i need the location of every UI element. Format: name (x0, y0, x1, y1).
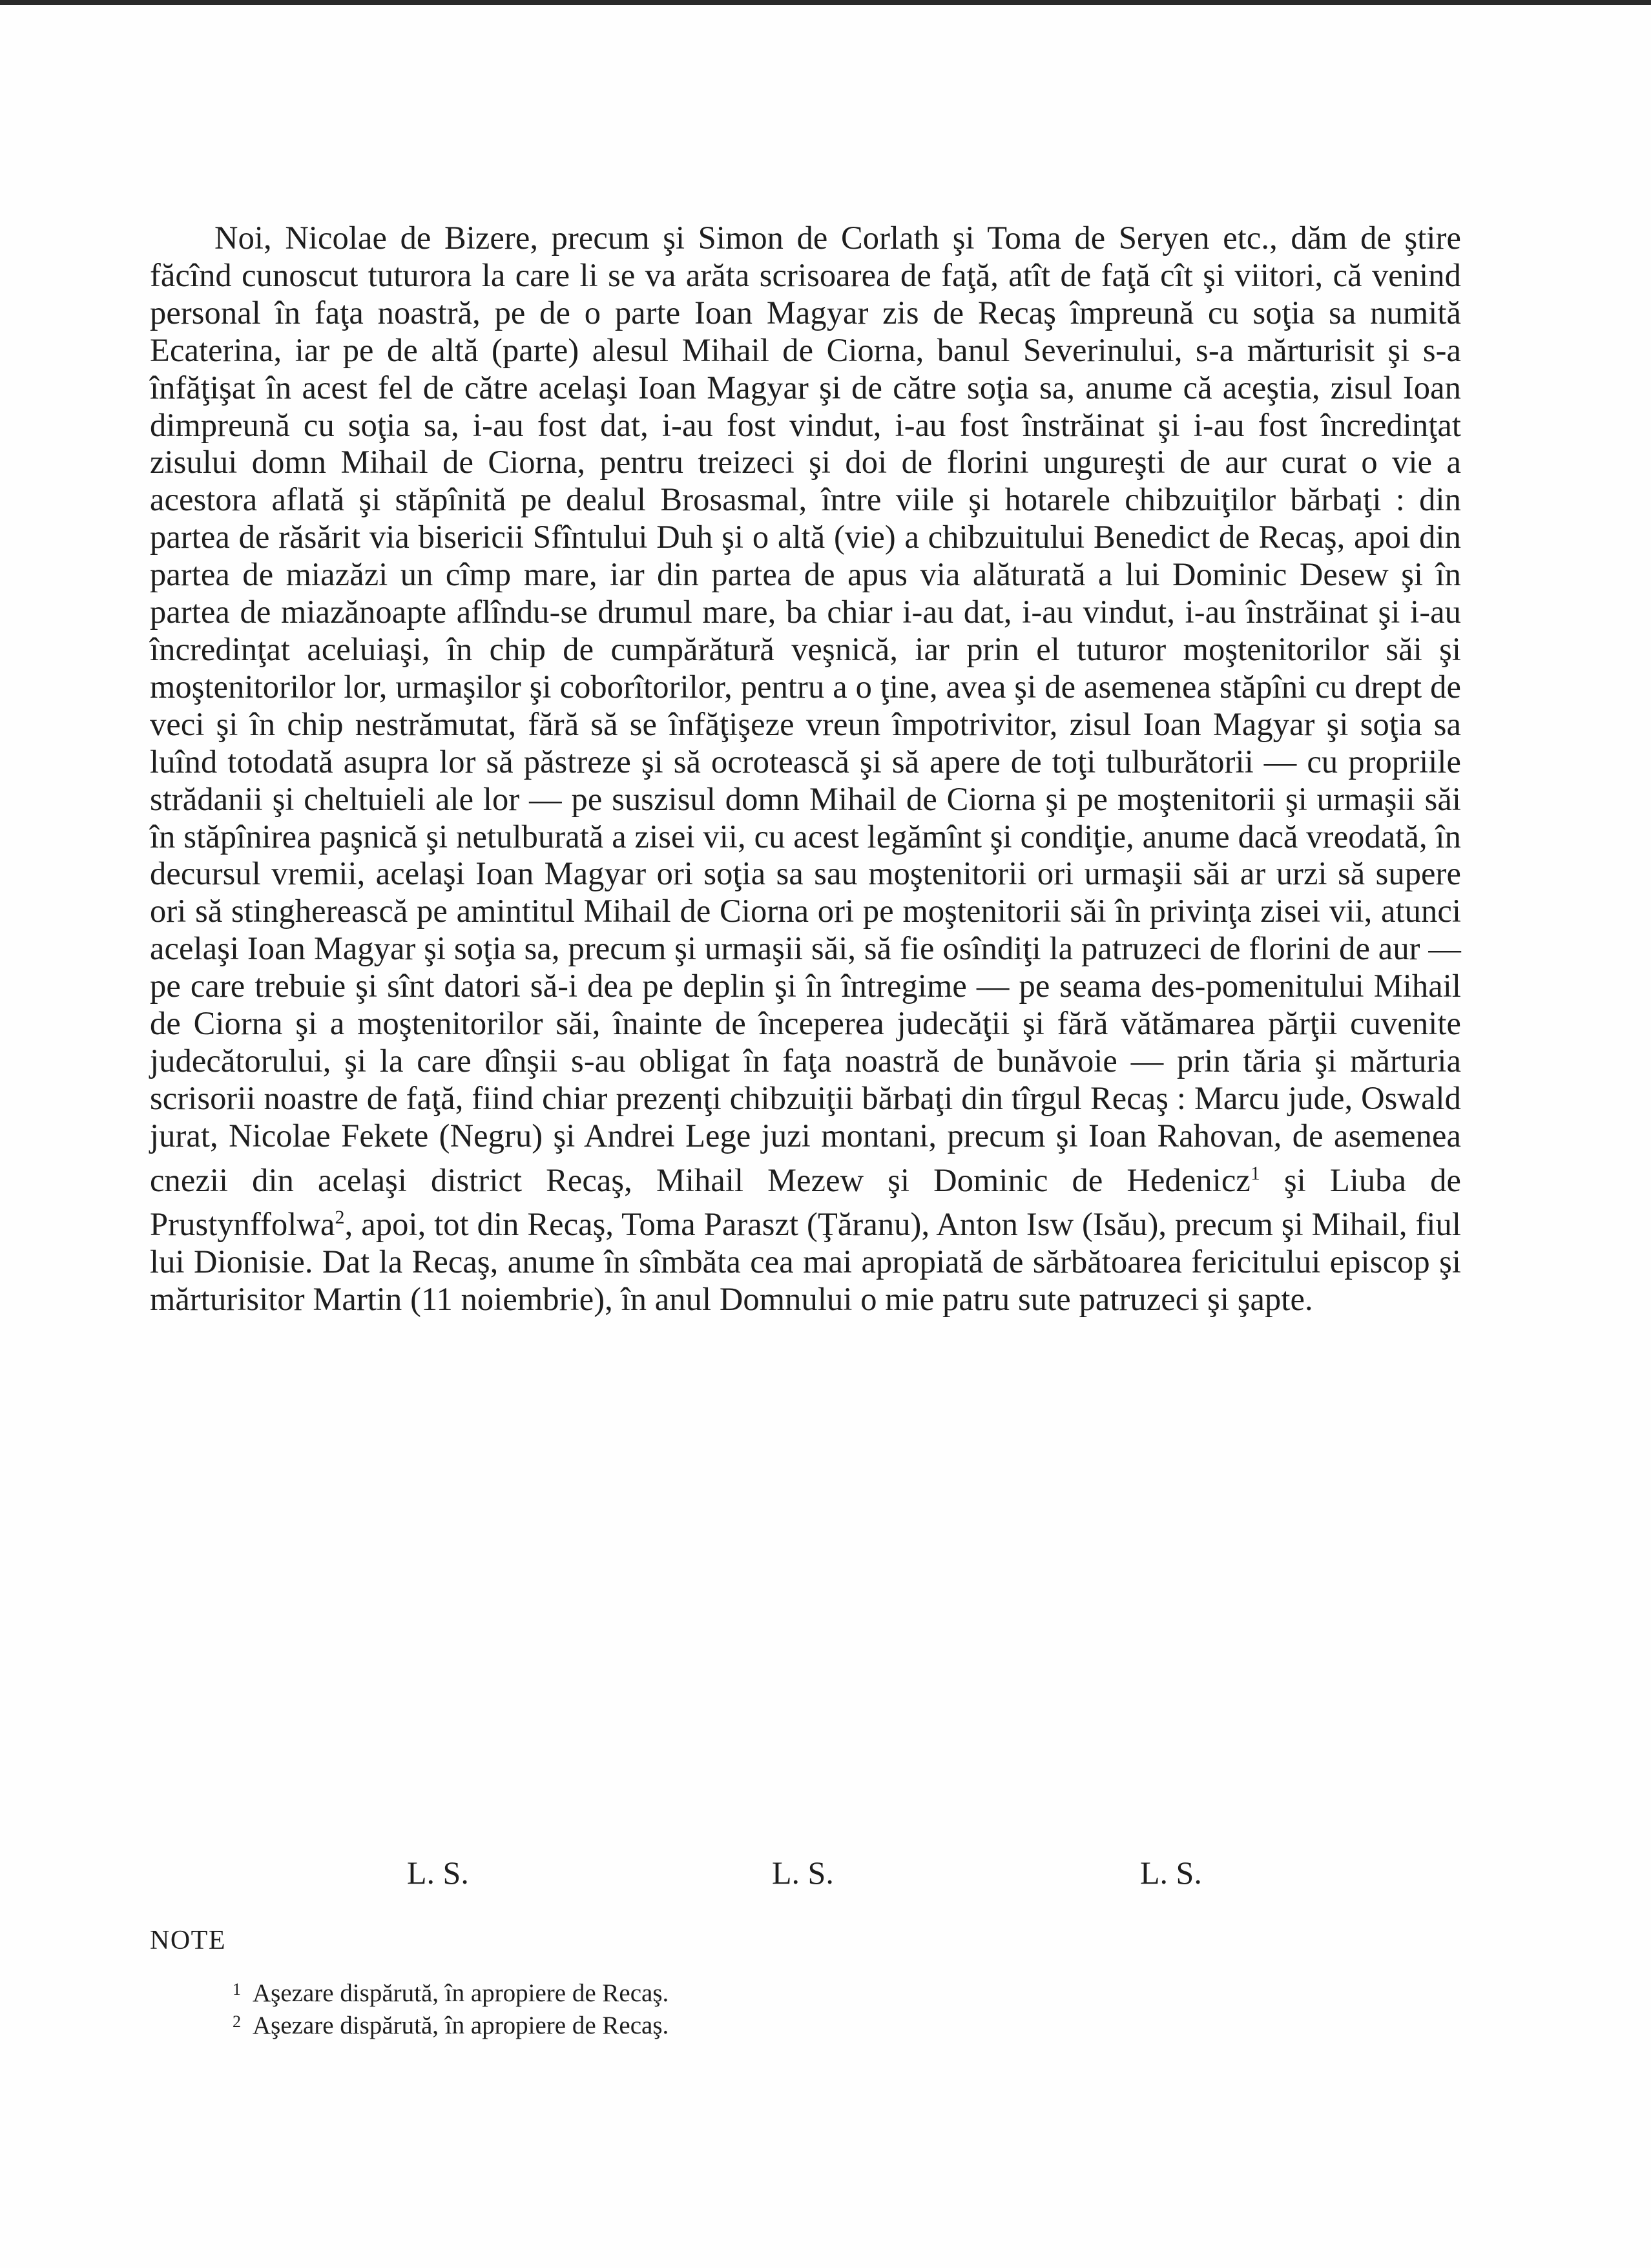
notes-heading: NOTE (150, 1926, 226, 1955)
note-number: 2 (233, 2012, 241, 2031)
note-text: Aşezare dispărută, în apropiere de Recaş. (253, 1979, 669, 2007)
document-body (150, 220, 1461, 1318)
seal-marks (0, 1854, 1651, 1899)
body-text-part-3: , apoi, tot din Recaş, Toma Paraszt (Ţăranu), Anton Isw (Isău), precum şi Mihail, fiul lui Dionisie. Dat la Recaş, anume în sîmbăta cea mai apropiată de sărbătoarea fericitului episcop şi mărturisitor Martin (11 noiembrie), în anul Domnului o mie patru sute patruzeci şi şapte. (150, 1206, 1461, 1318)
seal-mark-1: L. S. (407, 1855, 469, 1891)
note-item (233, 1975, 669, 2008)
notes-list (233, 1975, 669, 2040)
body-text-part-2: şi Liuba de Prustynffolwa (150, 1161, 1462, 1243)
note-number: 1 (233, 1980, 241, 1999)
note-item (233, 2008, 669, 2040)
footnote-ref-1: 1 (1250, 1162, 1260, 1184)
top-border-rule (0, 0, 1651, 5)
seal-mark-2: L. S. (772, 1855, 834, 1891)
seal-mark-3: L. S. (1140, 1855, 1202, 1891)
footnote-ref-2: 2 (335, 1207, 345, 1229)
note-text: Aşezare dispărută, în apropiere de Recaş. (253, 2012, 669, 2039)
body-text-part-1: Noi, Nicolae de Bizere, precum şi Simon de Corlath şi Toma de Seryen etc., dăm de ştire făcînd cunoscut tuturora la care li se va arăta scrisoarea de faţă, atît de faţă cît şi viitori, că venind personal în faţa noastră, pe de o parte Ioan Magyar zis de Recaş împreună cu soţia sa numită Ecaterina, iar pe de altă (parte) alesul Mihail de Ciorna, banul Severinului, s-a mărturisit şi s-a înfăţişat în acest fel de către acelaşi Ioan Magyar şi de către soţia sa, anume că aceştia, zisul Ioan dimpreună cu soţia sa, i-au fost dat, i-au fost vindut, i-au fost înstrăinat şi i-au fost încredinţat zisului domn Mihail de Ciorna, pentru treizeci şi doi de florini ungureşti de aur curat o vie a acestora aflată şi stăpînită pe dealul Brosasmal, între viile şi hotarele chibzuiţilor bărbaţi : din partea de răsărit via bisericii Sfîntului Duh şi o altă (vie) a chibzuitului Benedict de Recaş, apoi din partea de miazăzi un cîmp mare, iar din partea de apus via alăturată a lui Dominic Desew şi în partea de miazănoapte aflîndu-se drumul mare, ba chiar i-au dat, i-au vindut, i-au înstrăinat şi i-au încredinţat aceluiaşi, în chip de cumpărătură veşnică, iar prin el tuturor moştenitorilor săi şi moştenitorilor lor, urmaşilor şi coborîtorilor, pentru a o ţine, avea şi de asemenea stăpîni cu drept de veci şi în chip nestrămutat, fără să se înfăţişeze vreun împotrivitor, zisul Ioan Magyar şi soţia sa luînd totodată asupra lor să păstreze şi să ocrotească şi să apere de toţi tulburătorii — cu propriile strădanii şi cheltuieli ale lor — pe suszisul domn Mihail de Ciorna şi pe moştenitorii şi urmaşii săi în stăpînirea paşnică şi netulburată a zisei vii, cu acest legămînt şi condiţie, anume dacă vreodată, în decursul vremii, acelaşi Ioan Magyar ori soţia sa sau moştenitorii ori urmaşii săi ar urzi să supere ori să stingherească pe amintitul Mihail de Ciorna ori pe moştenitorii săi în privinţa zisei vii, atunci acelaşi Ioan Magyar şi soţia sa, precum şi urmaşii săi, să fie osîndiţi la patruzeci de florini de aur — pe care trebuie şi sînt datori să-i dea pe deplin şi în întregime — pe seama des-pomenitului Mihail de Ciorna şi a moştenitorilor săi, înainte de începerea judecăţii şi fără vătămarea părţii cuvenite judecătorului, şi la care dînşii s-au obligat în faţa noastră de bunăvoie — prin tăria şi mărturia scrisorii noastre de faţă, fiind chiar prezenţi chibzuiţii bărbaţi din tîrgul Recaş : Marcu jude, Oswald jurat, Nicolae Fekete (Negru) şi Andrei Lege juzi montani, precum şi Ioan Rahovan, de asemenea cnezii din acelaşi district Recaş, Mihail Mezew şi Dominic de Hedenicz (150, 220, 1461, 1198)
